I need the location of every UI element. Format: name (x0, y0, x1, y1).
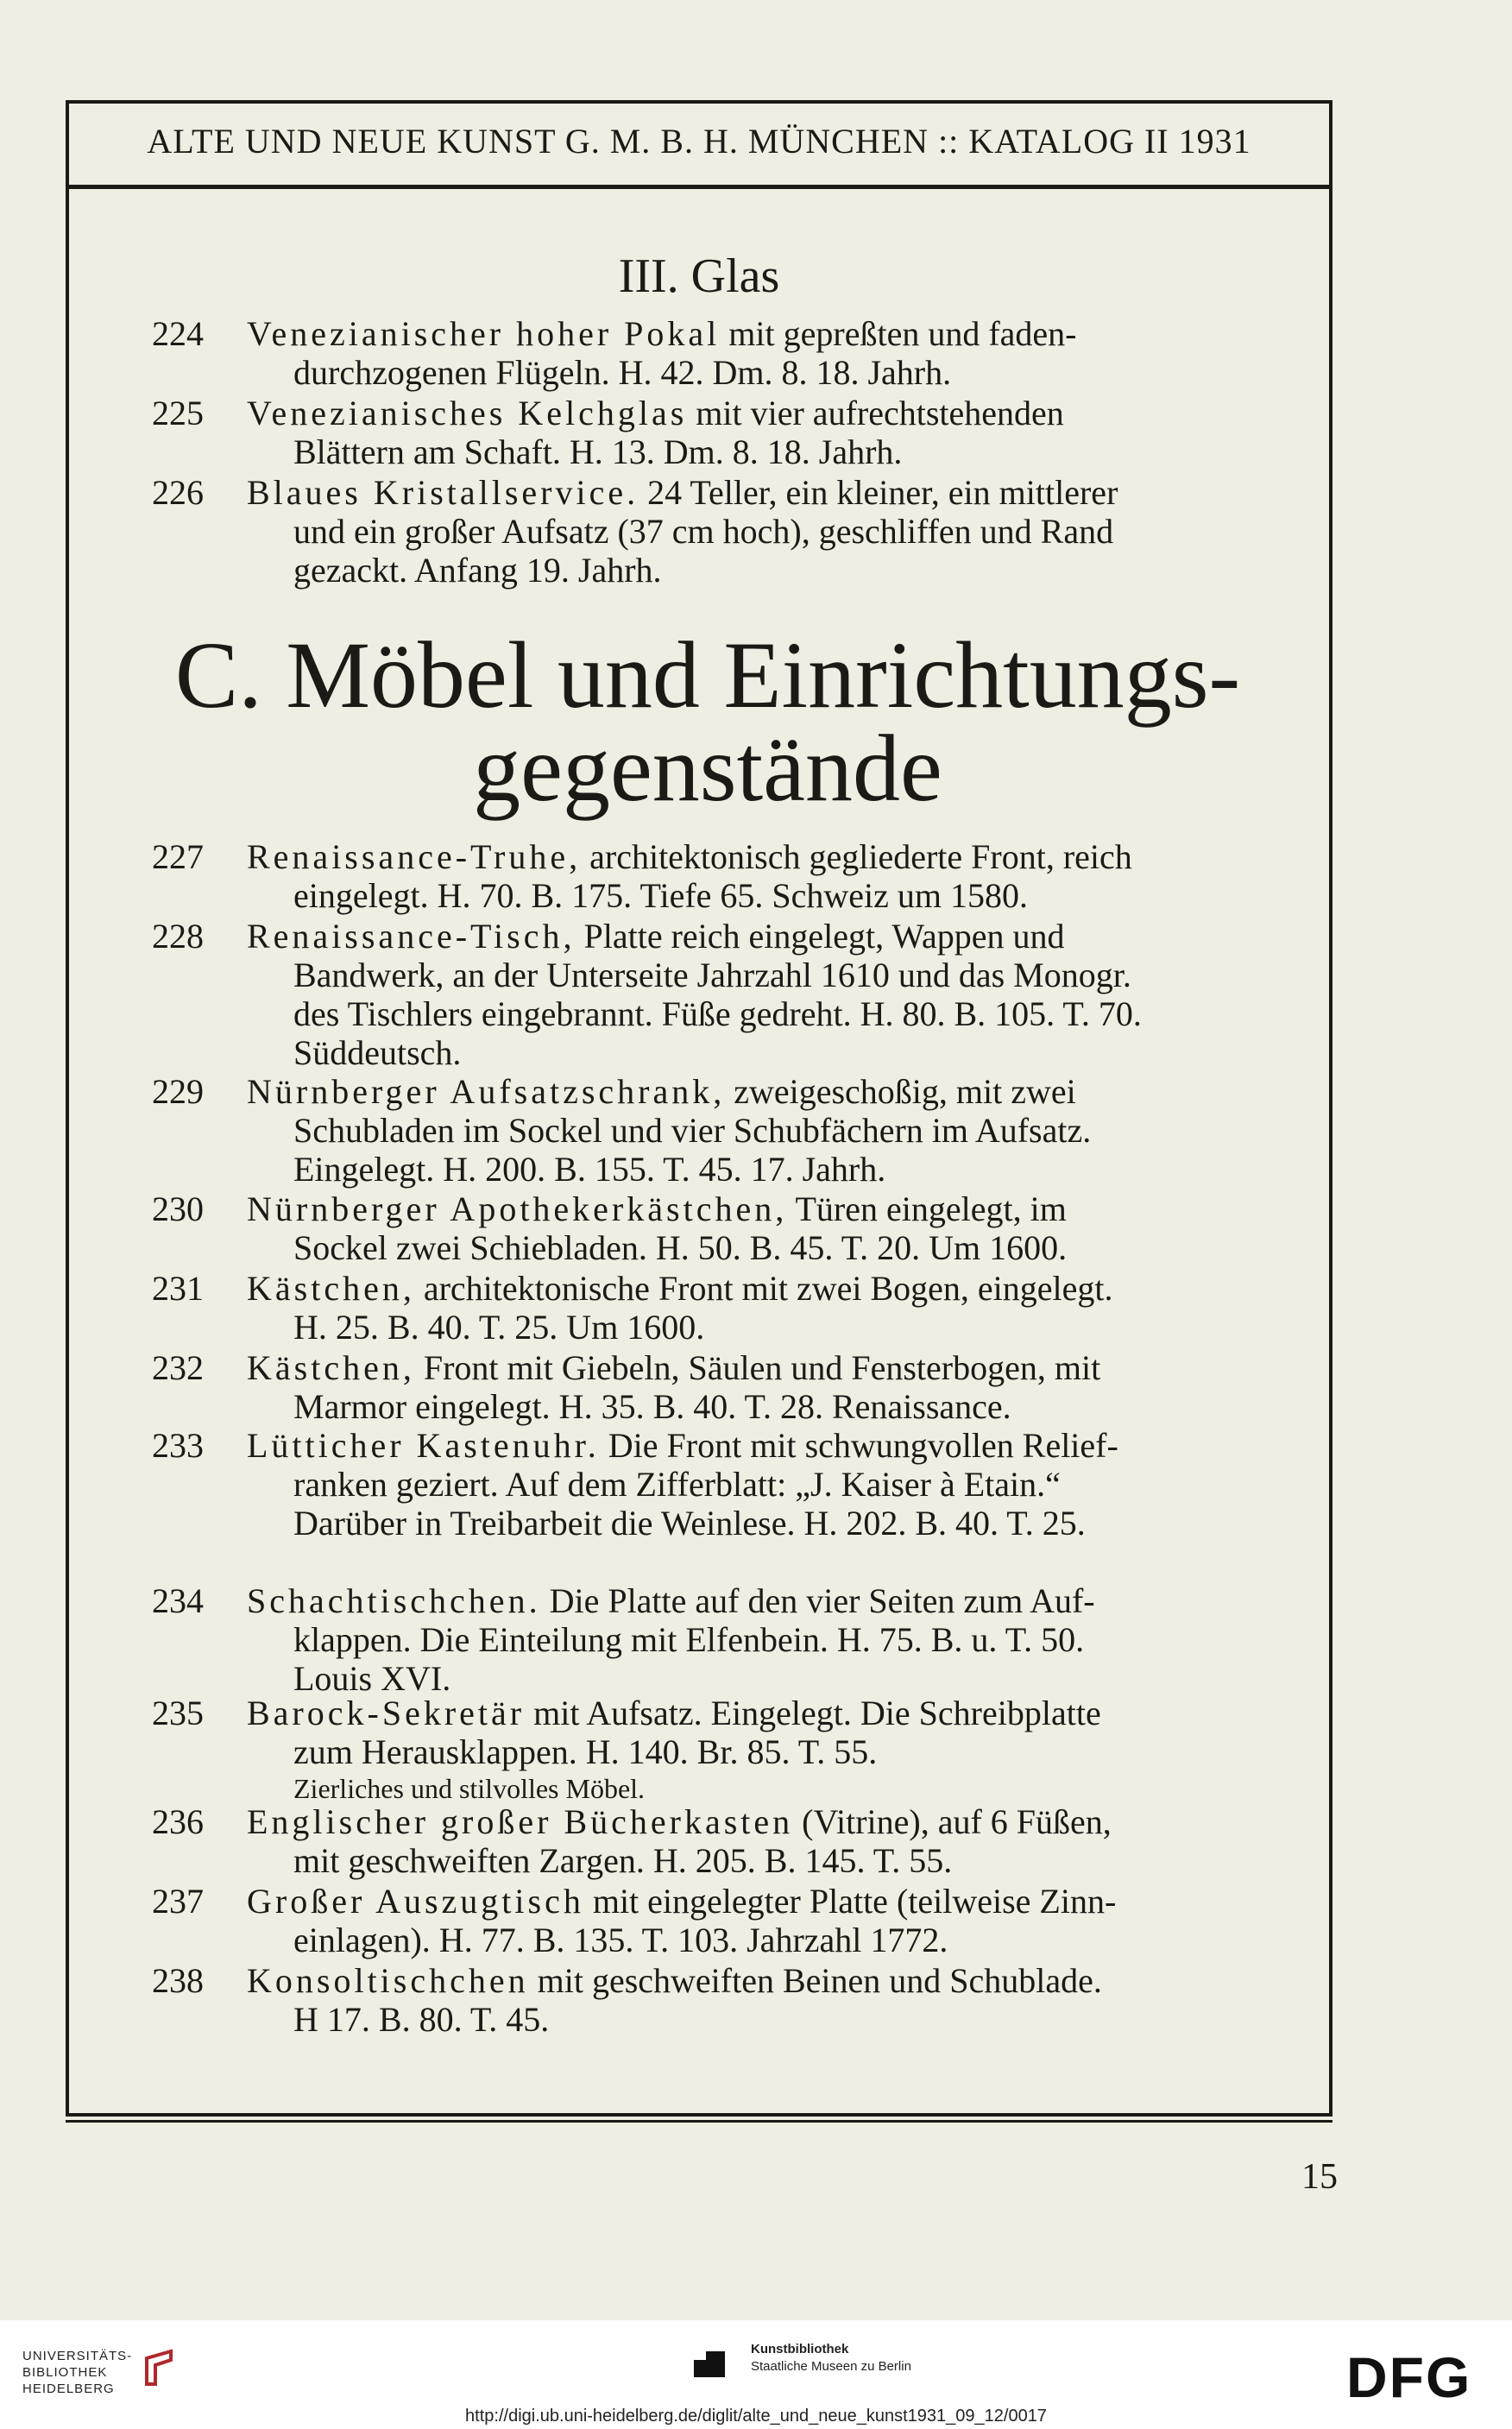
entry-line-text: und ein großer Aufsatz (37 cm hoch), geschliffen und Rand (293, 512, 1114, 551)
entry-line (247, 394, 1403, 432)
entry-text (247, 837, 1403, 915)
header-rule (69, 185, 1329, 189)
entry-line-text: Schubladen im Sockel und vier Schubfächern im Aufsatz. (293, 1111, 1092, 1150)
entry-number: 229 (152, 1072, 204, 1111)
entry-line-text: zweigeschoßig, mit zwei (734, 1072, 1076, 1111)
entry-line (247, 1882, 1403, 1921)
entry-line (247, 1732, 1403, 1771)
page-number: 15 (1301, 2157, 1338, 2197)
entry-line-text: mit gepreßten und faden- (728, 314, 1077, 353)
entry-line-text: 24 Teller, ein kleiner, ein mittlerer (647, 473, 1118, 512)
entry-line-text: mit Aufsatz. Eingelegt. Die Schreibplatte (533, 1694, 1101, 1732)
library-sub: Staatliche Museen zu Berlin (751, 2359, 911, 2374)
university-line: BIBLIOTHEK (22, 2365, 108, 2380)
entry-text (247, 1581, 1403, 1698)
catalog-header: ALTE UND NEUE KUNST G. M. B. H. MÜNCHEN :: KATALOG II 1931 (147, 122, 1251, 161)
entry-text (247, 314, 1403, 392)
entry-line (247, 1620, 1403, 1659)
library-name: Kunstbibliothek (751, 2342, 849, 2356)
kunstbibliothek-logo-icon (690, 2343, 732, 2384)
entry-line-text: Marmor eingelegt. H. 35. B. 40. T. 28. Renaissance. (293, 1387, 1011, 1426)
entry-line-text: mit geschweiften Beinen und Schublade. (537, 1961, 1102, 2000)
entry-line (247, 837, 1403, 876)
entry-number: 234 (152, 1581, 204, 1620)
entry-line (247, 1072, 1403, 1111)
entry-line (247, 1348, 1403, 1387)
entry-note: Zierliches und stilvolles Möbel. (293, 1773, 646, 1804)
entry-text (247, 1348, 1403, 1426)
entry-heading: Schachtischchen. (247, 1581, 541, 1620)
entry-line (247, 1921, 1403, 1959)
entry-line (247, 512, 1403, 551)
university-line: UNIVERSITÄTS- (22, 2349, 133, 2363)
entry-line-text: Die Front mit schwungvollen Relief- (608, 1426, 1118, 1465)
entry-line (247, 551, 1403, 590)
entry-line (247, 1581, 1403, 1620)
entry-line (247, 1694, 1403, 1732)
entry-line-text: mit vier aufrechtstehenden (696, 394, 1064, 432)
entry-number: 237 (152, 1882, 204, 1921)
source-url[interactable]: http://digi.ub.uni-heidelberg.de/diglit/alte_und_neue_kunst1931_09_12/0017 (465, 2407, 1047, 2426)
entry-line-text: H. 25. B. 40. T. 25. Um 1600. (293, 1308, 705, 1347)
entry-line (247, 1659, 1403, 1698)
entry-number: 227 (152, 837, 204, 876)
entry-line (247, 1802, 1403, 1841)
entry-number: 233 (152, 1426, 204, 1465)
entry-line (247, 473, 1403, 512)
entry-line-text: klappen. Die Einteilung mit Elfenbein. H. 75. B. u. T. 50. (293, 1620, 1085, 1659)
entry-number: 236 (152, 1802, 204, 1841)
entry-heading: Barock-Sekretär (247, 1694, 526, 1732)
entry-heading: Venezianisches Kelchglas (247, 394, 688, 432)
entry-line-text: Sockel zwei Schiebladen. H. 50. B. 45. T. 20. Um 1600. (293, 1228, 1068, 1267)
entry-line (247, 1111, 1403, 1150)
entry-heading: Blaues Kristallservice. (247, 473, 639, 512)
entry-line (247, 1504, 1403, 1543)
entry-line-text: H 17. B. 80. T. 45. (293, 2000, 550, 2039)
entry-heading: Venezianischer hoher Pokal (247, 314, 721, 353)
entry-text (247, 1269, 1403, 1347)
bottom-rule (66, 2120, 1332, 2123)
chapter-title-line1: C. Möbel und Einrichtungs- (174, 622, 1241, 728)
entry-heading: Konsoltischchen (247, 1961, 529, 2000)
entry-text (247, 1072, 1403, 1189)
entry-text (247, 1882, 1403, 1959)
entry-text (247, 1426, 1403, 1543)
university-seal-icon (140, 2346, 181, 2391)
entry-line-text: durchzogenen Flügeln. H. 42. Dm. 8. 18. Jahrh. (293, 353, 952, 392)
university-logo-text (22, 2348, 132, 2397)
entry-number: 228 (152, 917, 204, 956)
entry-number: 230 (152, 1189, 204, 1228)
entry-number: 238 (152, 1961, 204, 2000)
entry-text (247, 1802, 1403, 1880)
entry-line (247, 956, 1403, 994)
entry-line (247, 314, 1403, 353)
entry-line-text: Süddeutsch. (293, 1033, 462, 1072)
entry-line-text: zum Herausklappen. H. 140. Br. 85. T. 55. (293, 1732, 878, 1771)
entry-line-text: Front mit Giebeln, Säulen und Fensterbogen, mit (423, 1348, 1101, 1387)
entry-line-text: (Vitrine), auf 6 Füßen, (802, 1802, 1112, 1841)
entry-line (247, 2000, 1403, 2039)
entry-line-text: einlagen). H. 77. B. 135. T. 103. Jahrzahl 1772. (293, 1921, 948, 1959)
entry-number: 231 (152, 1269, 204, 1308)
entry-heading: Kästchen, (247, 1348, 415, 1387)
entry-line-text: architektonische Front mit zwei Bogen, eingelegt. (423, 1269, 1113, 1308)
entry-heading: Renaissance-Truhe, (247, 837, 582, 876)
entry-line (247, 1465, 1403, 1504)
entry-line (247, 1150, 1403, 1189)
entry-number: 226 (152, 473, 204, 512)
entry-line-text: Die Platte auf den vier Seiten zum Auf- (549, 1581, 1095, 1620)
entry-heading: Renaissance-Tisch, (247, 917, 576, 956)
entry-line (247, 876, 1403, 915)
chapter-title (129, 622, 1286, 821)
entry-line (247, 917, 1403, 956)
dfg-logo: DFG (1346, 2345, 1472, 2409)
entry-line-text: ranken geziert. Auf dem Zifferblatt: „J. Kaiser à Etain.“ (293, 1465, 1061, 1504)
entry-line (247, 1033, 1403, 1072)
entry-line-text: Blättern am Schaft. H. 13. Dm. 8. 18. Jahrh. (293, 432, 903, 471)
entry-line-text: mit geschweiften Zargen. H. 205. B. 145. T. 55. (293, 1841, 953, 1880)
entry-text (247, 917, 1403, 1072)
entry-heading: Kästchen, (247, 1269, 415, 1308)
entry-line-text: des Tischlers eingebrannt. Füße gedreht. H. 80. B. 105. T. 70. (293, 994, 1142, 1033)
entry-line (247, 1841, 1403, 1880)
entry-line (247, 994, 1403, 1033)
entry-line-text: architektonisch gegliederte Front, reich (589, 837, 1132, 876)
entry-text (247, 1694, 1403, 1806)
entry-text (247, 1189, 1403, 1267)
entry-line-text: mit eingelegter Platte (teilweise Zinn- (592, 1882, 1117, 1921)
entry-line (247, 1228, 1403, 1267)
entry-number: 225 (152, 394, 204, 432)
section-title: III. Glas (618, 249, 780, 303)
entry-line-text: Louis XVI. (293, 1659, 451, 1698)
entry-line (247, 1308, 1403, 1347)
entry-line-text: Bandwerk, an der Unterseite Jahrzahl 1610 und das Monogr. (293, 956, 1131, 994)
entry-line (247, 353, 1403, 392)
entry-number: 224 (152, 314, 204, 353)
entry-line-text: eingelegt. H. 70. B. 175. Tiefe 65. Schweiz um 1580. (293, 876, 1029, 915)
entry-number: 235 (152, 1694, 204, 1732)
entry-line-text: Darüber in Treibarbeit die Weinlese. H. 202. B. 40. T. 25. (293, 1504, 1086, 1543)
entry-line (247, 432, 1403, 471)
entry-number: 232 (152, 1348, 204, 1387)
entry-line (247, 1426, 1403, 1465)
entry-text (247, 473, 1403, 590)
entry-line (247, 1269, 1403, 1308)
entry-line (247, 1189, 1403, 1228)
entry-heading: Englischer großer Bücherkasten (247, 1802, 794, 1841)
chapter-title-line2: gegenstände (473, 716, 942, 821)
entry-line (247, 1387, 1403, 1426)
entry-line-text: Eingelegt. H. 200. B. 155. T. 45. 17. Jahrh. (293, 1150, 886, 1189)
entry-line-text: Türen eingelegt, im (795, 1189, 1067, 1228)
entry-heading: Großer Auszugtisch (247, 1882, 584, 1921)
entry-heading: Nürnberger Apothekerkästchen, (247, 1189, 788, 1228)
entry-heading: Lütticher Kastenuhr. (247, 1426, 600, 1465)
entry-line-text: gezackt. Anfang 19. Jahrh. (293, 551, 662, 590)
entry-line-text: Platte reich eingelegt, Wappen und (583, 917, 1065, 956)
entry-text (247, 394, 1403, 471)
university-line: HEIDELBERG (22, 2382, 115, 2396)
entry-line (247, 1961, 1403, 2000)
entry-heading: Nürnberger Aufsatzschrank, (247, 1072, 726, 1111)
entry-text (247, 1961, 1403, 2039)
kunstbibliothek-label (751, 2341, 911, 2375)
